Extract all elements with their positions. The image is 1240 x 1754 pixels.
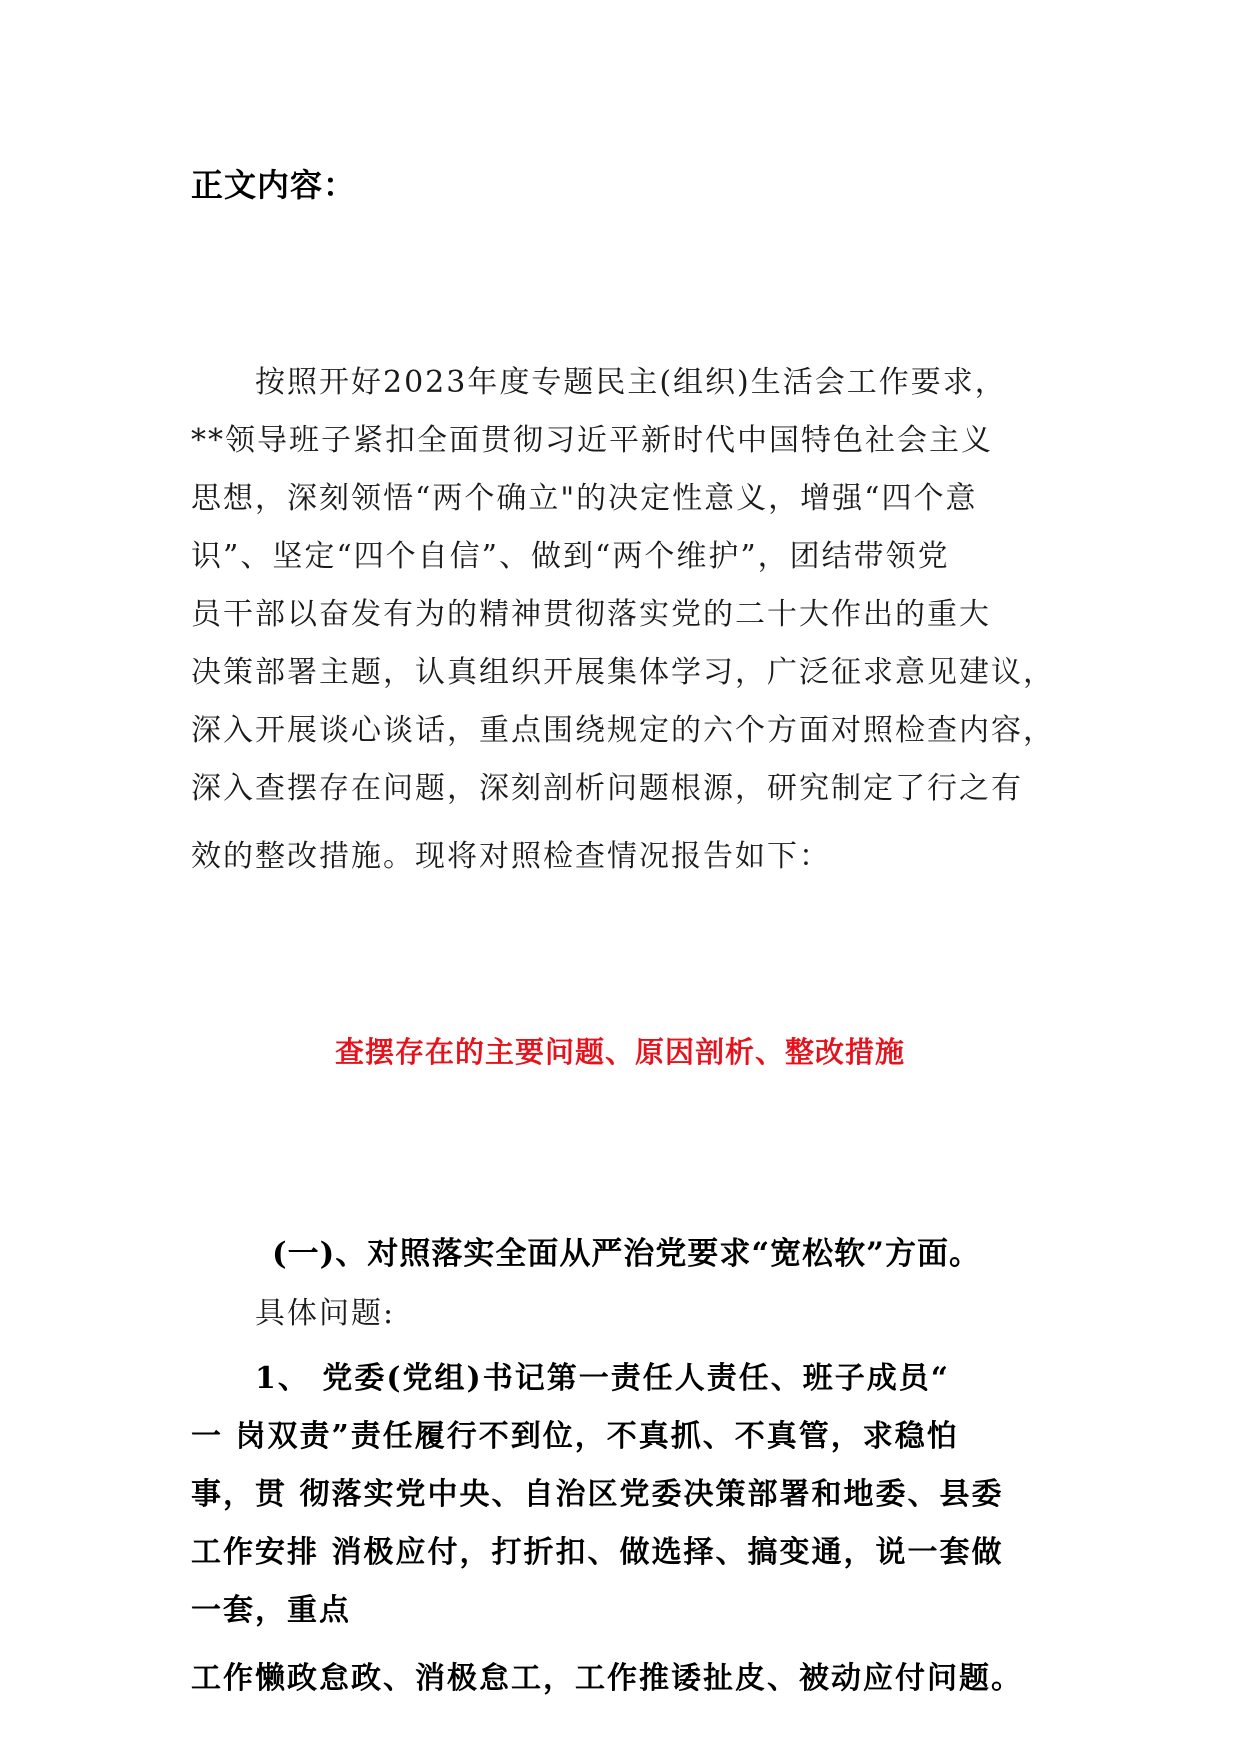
problem-paragraph [191, 1350, 1061, 1708]
intro-line: 思想，深刻领悟“两个确立"的决定性意义，增强“四个意 [191, 481, 978, 516]
intro-line: 员干部以奋发有为的精神贯彻落实党的二十大作出的重大 [191, 597, 991, 632]
intro-line: 按照开好2023年度专题民主(组织)生活会工作要求， [255, 365, 1007, 400]
red-section-heading: 查摆存在的主要问题、原因剖析、整改措施 [334, 1035, 905, 1069]
intro-line: **领导班子紧扣全面贯彻习近平新时代中国特色社会主义 [191, 423, 993, 458]
intro-line: 决策部署主题，认真组织开展集体学习，广泛征求意见建议， [191, 655, 1055, 690]
problem-line: 工作安排 消极应付，打折扣、做选择、搞变通，说一套做 [191, 1535, 1004, 1570]
section-one-title: (一)、对照落实全面从严治党要求“宽松软”方面。 [272, 1236, 981, 1272]
intro-paragraph [191, 354, 1055, 886]
problem-line: 1、 党委(党组)书记第一责任人责任、班子成员“ [255, 1361, 950, 1396]
intro-line: 深入查摆存在问题，深刻剖析问题根源，研究制定了行之有 [191, 771, 1023, 806]
intro-line: 深入开展谈心谈话，重点围绕规定的六个方面对照检查内容， [191, 713, 1055, 748]
problem-line: 工作懒政怠政、消极怠工，工作推诿扯皮、被动应付问题。 [191, 1661, 1023, 1696]
problem-line: 一套，重点 [191, 1593, 351, 1628]
problem-line: 一 岗双责”责任履行不到位，不真抓、不真管，求稳怕 [191, 1419, 959, 1454]
specific-problems-label: 具体问题: [255, 1296, 396, 1331]
content-heading-label: 正文内容： [191, 166, 357, 204]
problem-line: 事，贯 彻落实党中央、自治区党委决策部署和地委、县委 [191, 1477, 1004, 1512]
intro-line: 效的整改措施。现将对照检查情况报告如下： [191, 839, 831, 874]
intro-line: 识”、坚定“四个自信”、做到“两个维护”，团结带领党 [191, 539, 950, 574]
